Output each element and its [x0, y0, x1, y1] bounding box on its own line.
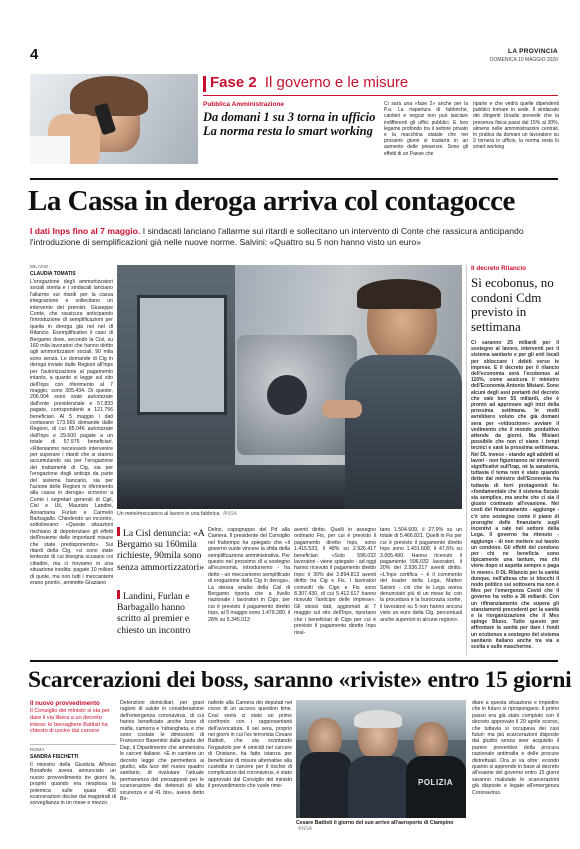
main-photo-caption	[117, 511, 237, 517]
bottom-story-dateline: ROMA	[30, 748, 45, 753]
section-title	[210, 74, 408, 92]
bottom-photo-caption	[296, 820, 468, 833]
main-story-column-1: L'erogazione degli ammortizzatori sociali stenta e i sindacati lanciano l'allarme sui ritardi per la cassa integrazione e sollecitano un intervento del premier, Giuseppe Conte, che rassicura anticipando l'introduzione di semplificazioni per quella in deroga già nel nel dl Rilancio. Esemplificativo il caso di Bergamo dove, secondo la Cisl, su 160 mila lavoratori che hanno diritto agli ammortizzatori sociali, 90 mila sono senza. Le domande di Cig in deroga inviate dalle Regioni all'Inps per l'autorizzazione al pagamento intanto, a quanto si legge sul sito dell'Inps con riferimento al 7 maggio, sono 305.434. Di queste, 206.904 sono state autorizzate dall'ente previdenziale e 57.833 pagate, corrispondenti a 121.756 beneficiari. Al 5 maggio i dati contavano 173.565 domande dalle Regioni, di cui 85.046 autorizzate dall'Inps e 29.600 pagate a un totale di 57.975 beneficiari. «Ritenianmo necessario intervenire per superare i ritardi che si stanno accumulando sia per l'erogazione dei trattamenti di Cig, sia per l'erogazione degli anticipi da parte del sistema bancario, sia per l'azione delle Regioni in riferimento alla cassa in deroga» scrivono a Conte i segretari generali di Cgil, Cisl e Uil, Maurizio Landini, Annamaria Furlan e Carmelo Barbagallo. Chiedendo un incontro, sottolineano: «Queste situazioni rischiano di depotenziare gli effetti dell'insieme delle importanti misure che state predisponendo». Sui ritardi della Cig, «ci sono state lentezze di cui bisogna scusarsi coi cittadini, ma ci troviamo in una situazione inedita: pagate 10 milioni di quote, ma non tutti i meccanismi erano pronti», ammette Graziano	[30, 279, 113, 587]
main-story-column-2: Delrio, capogruppo del Pd alla Camera. Il presidente del Consiglio nel frattempo ha spiegato che «il governo vuole vincere la sfida della semplificazione amministrativa. Per questo nel prossimo dl a sostegno all'economia, introdurremo - ha detto - un meccanismo semplificato di erogazione della Cig in deroga». La stessa analisi della Cisl di Bergamo riporta che a livello nazionale i lavoratori in Cigo, per cui è previsto il pagamento diretto Inps, al 5 maggio sono 1.479.280, il 28% su 5.345.013	[208, 527, 290, 623]
sidebar-body: Ci saranno 25 miliardi per il sostegno al lavoro, interventi per il sistema sanitario e per gli enti locali per sbloccare i debiti verso le imprese. E il decreto per il rilancio dell'economia avrà l'ecobonus al 110%, come assicura il ministro dell'Economia Antonio Misiani. Sono alcuni degli assi portanti del decreto che vale ben 55 miliardi, che è pronto ad approvare agli inizi della prossima settimana. In molti avrebbero voluto che già domani sera per «vidoozione» avviare il vedimento che il mondo produttivo attende da giorni. Ma Misiani possibile che non ci siano i tempi tecnici e sarà la prossima settimana. Nel DL invece - stando agli addetti ai lavori - non figureranno né interventi significativi sull'Irap, né la sanatoria, tuttavia il tema non è stato quando detto dal ministro dell'Economia ha tuttavia di ferri protagonisti fa: «fondamentale che il sistema fiscale sia semplice, ma anche che ci sia il giusto contrasto all'evasione. Nei costi del finanziamento - aggiunge - c'è uno sostegno come il piano di proroghe delle finanziarie sugli incentivi a rate nel settore della Lega. Il governo ha ritenuto - aggiunge - di non mettere sul tavolo un condono. Gli effetti del condono per chi ne beneficia sono tipicamente una tantum, ma chi viene dopo si aspetta sempre e paga in meno». Il DL Rilancio per la sanità dunque, nell'attesa che si blocchi il nodo politico sui sottosera ma non è Mes per l'emergenza Covid che il governo ha volto a 36 miliardi. Con un rifinanziamento che supera gli stanziamenti precedenti per la sanità e la riorganizzazione che il Mes spinge Bluno. Tutto questo per affrontare la sanità per dare i fondi un ecobonus a sostegno del sistema sanitario italiano anche tra via a scelta e sulle mascherine.	[471, 340, 559, 650]
section-title-main: Fase 2	[210, 74, 257, 91]
main-story-deck-text: I sindacati lanciano l'allarme sui ritardi e sollecitano un intervento di Conte che rassicura anticipando l'introduzione di semplificazioni già nelle nuove norme. Salvini: «Quattro su 5 non hanno visto un euro»	[30, 226, 524, 247]
main-photo-factory-worker	[117, 265, 462, 509]
main-story-headline: La Cassa in deroga arriva col contagocce	[28, 185, 515, 217]
page-number: 4	[30, 46, 39, 63]
sidebar-kicker: Il decreto Rilancio	[471, 265, 527, 272]
main-photo-credit: ANSA	[222, 511, 237, 517]
bottom-story-byline: SANDRA FISCHETTI	[30, 754, 79, 760]
section-marker	[203, 76, 206, 92]
bottom-story-deck: Il Consiglio dei ministri si sta per dare il via libera a un decreto inteso: le bersagliere Battisti ha chiesto di uscire dal carcere	[30, 708, 110, 735]
publication-date: DOMENICA 10 MAGGIO 2020	[489, 57, 558, 63]
main-story-quote-1-text: La Cisl denuncia: «A Bergamo su 160mila richieste, 90mila sono senza ammortizzatori»	[117, 528, 205, 573]
publication-name: LA PROVINCIA	[508, 48, 558, 55]
top-story-headline-1: Da domani 1 su 3 torna in ufficio	[203, 110, 376, 124]
bottom-story-column-1: Il ministro della Giustizia Alfonso Bonafede aveva annunciato un nuovo provvedimento tre giorni fa, proprio quando era riesplosa la polemica sulle quasi 400 scarcerazioni decise dai magistrati di sorveglianza in un mese e mezzo.	[30, 762, 116, 807]
main-photo-caption-text: Un mete/meccanico al lavoro in una fabbrica	[117, 511, 220, 517]
sidebar-divider	[466, 265, 467, 655]
quote-marker-2	[117, 590, 120, 599]
bottom-story-column-2: Detenzioni domiciliari, per gravi ragioni di salute in considerazione dell'emergenza coronavirus, di cui hanno beneficiato anche boss di mafia, camorra e 'ndrangheta, e che sono costate le dimissioni di Francesco Basentini dalla guida del Dap, il Dipartimento che amministra le carceri italiane. «E in cantiere un decreto legge che permetterà ai giudici, alla luce del nuovo quadro sanitario, di rivalutare l'attuale permanenza dei presupposti per le scarcerazioni dei detenuti di alta sicurezza e al 41 bis», aveva detto Bo-	[120, 700, 204, 803]
top-photo-phone-call	[30, 74, 198, 164]
main-story-byline: CLAUDIA TOMATIS	[30, 271, 76, 277]
main-story-dateline: MILANO	[30, 265, 49, 270]
bottom-story-column-4: diare a questa situazione e impedire che in futuro si ripropongano. Il primo passo era già stato compiuto con il decreto approvato il 29 aprile scorso, che tuttavia si occupava dei casi futuri: ma più scarcerazioni disposte dai giudici senza aver acquisito il parere preventivo della procura nazionale antimafia e delle procure distrettuali. Ora si va oltre: econdo quanto si apprende in base al decreto all'esame del governo entro 15 giorni saranno rivalutate le scarcerazioni già disposte e legate all'emergenza Coronavirus.	[472, 700, 559, 796]
section-rule	[203, 95, 558, 96]
bottom-story-headline: Scarcerazioni dei boss, saranno «riviste» entro 15 giorni	[28, 667, 572, 693]
main-story-quote-2	[117, 590, 205, 636]
bottom-story-kicker: Il nuovo provvedimento	[30, 700, 100, 707]
main-story-quote-1	[117, 527, 205, 573]
main-story-column-3: aventi diritto. Quelli in assegno ordinario Fis, per cui è previsto il pagamento diretto Inps, sono 1.415.533, il 48% su 2.926.417 beneficiari. «Solo 596.032 lavoratori - viene spiegato - ad oggi hanno ricevuto il pagamento diretto Inps: il 30% dei 2.894.813 aventi diritto tra Cig e Fis. I lavoratori coinvolti da Cigo e Fis sono 8.307.430, di cui 5.412.617 hanno ricevuto l'anticipo delle imprese». Gli stessi dati, aggiornati al 7 maggio sul sito dell'Inps, riportano che i beneficiari di Cigo per cui è previsto il pagamento diretto Inps risul-	[294, 527, 376, 636]
sidebar-headline: Sì ecobonus, no condoni Cdm previsto in settimana	[471, 275, 554, 334]
bottom-deck-rule	[30, 744, 116, 745]
section-subtitle: Il governo e le misure	[264, 74, 409, 91]
top-story-headline-2: La norma resta lo smart working	[203, 124, 373, 138]
bottom-story-column-3: nafede alla Camera dei deputati nel corso di un acceso question time. Così verrà ci stato un primo confronto con i rappresentanti dell'avvocatura. Il sei sera, proprio nei giorni in cui l'ex terrorista Cesare Battisti, che sta scontando l'ergastolo per 4 omicidi nel carcere di Oristano, ha fatto istanza per beneficiare di misure alternative alla custodia in carcere per il rischio di complicanze del coronavirus, è stato approvato dal Consiglio dei ministri il provvedimento che vuole rime-	[208, 700, 292, 790]
main-story-deck-lead: I dati Inps fino al 7 maggio.	[30, 226, 141, 236]
main-story-top-rule	[30, 178, 558, 180]
bottom-story-top-rule	[30, 660, 558, 662]
bottom-photo-caption-text: Cesare Battisti il giorno del suo arrivo all'aeroporto di Ciampino	[296, 820, 454, 826]
top-story-body-1: Ci sarà una «fase 2» anche per la P.a. La riapertura di fabbriche, cantieri e negozi non può lasciare indifferenti gli uffici pubblici. E loro legame profondo tra il settore privato e la macchina statale che nei prossimi giorni si tradurrà in un aumento delle presenze. Sono gli effetti di un Paese che	[384, 101, 468, 157]
bottom-photo-battisti	[296, 700, 466, 818]
top-story-kicker: Pubblica Amministrazione	[203, 101, 285, 108]
quote-marker-1	[117, 527, 120, 536]
bottom-photo-credit: ANSA	[298, 826, 313, 833]
main-story-column-4: tano 1.504.609, il 27,9% su un totale di 5.466.821. Quelli in Fis per cui è previsto il pagamento diretto Inps sono 1.431.608, il 47,6% su 3.005.490. Hanno ricevuto il pagamento 596.032 lavoratori, il 20% dei 2.936.217 aventi diritto. «L'Inps certifica – è il commento del leader della Lega, Matteo Salvini - ciò che la Lega aveva denunciato più di un mese fa: con la procedura e la burocrazia scelte, il lavoratori su 5 non hanno ancora visto un euro della Cig, percentuali anche superiori in alcune regioni».	[380, 527, 462, 623]
main-story-quote-2-text: Landini, Furlan e Barbagallo hanno scritto al premier e chiesto un incontro	[117, 591, 191, 636]
main-story-deck	[30, 226, 558, 248]
police-vest-label: POLIZIA	[418, 778, 454, 787]
top-story-body-2: riparte e che vedrà quelle dipendenti pubblici tornare in sede. Il sindacato dei dirigenti Unadis prevede che la presenza fisica passi dal 15% al 30%, almeno nelle amministrazioni centrali. In pratica da domani un lavoratore su 3 tornerà in ufficio, la norma resta lo smart working	[473, 101, 559, 151]
